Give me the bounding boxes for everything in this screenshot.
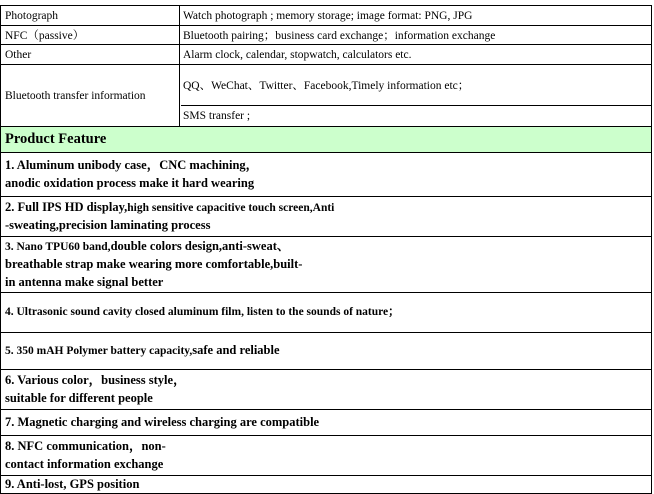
spec-label: NFC（passive） <box>1 26 180 44</box>
feature-text-part: safe and reliable <box>192 342 280 357</box>
feature-text: 9. Anti-lost, GPS position <box>5 477 140 492</box>
feature-text <box>5 342 280 361</box>
spec-value: Alarm clock, calendar, stopwatch, calculators etc. <box>183 48 412 61</box>
spec-label: Other <box>1 45 180 64</box>
feature-row <box>0 409 652 435</box>
feature-row <box>0 475 652 494</box>
feature-text: 8. NFC communication，non- contact information exchange <box>5 439 166 471</box>
spec-value: Watch photograph ; memory storage; image format: PNG, JPG <box>183 9 473 22</box>
spec-value: QQ、WeChat、Twitter、Facebook,Timely information etc； <box>183 80 470 92</box>
feature-text: 4. Ultrasonic sound cavity closed aluminum film, listen to the sounds of nature； <box>5 305 400 318</box>
feature-row <box>0 332 652 369</box>
feature-text <box>5 238 302 292</box>
spec-label: Bluetooth transfer information <box>1 65 180 126</box>
feature-row <box>0 369 652 409</box>
section-header-product-feature: Product Feature <box>0 126 652 152</box>
feature-text: 7. Magnetic charging and wireless charging are compatible <box>5 414 320 429</box>
spec-row-photograph <box>0 5 652 25</box>
feature-text: 6. Various color，business style， suitable for different people <box>5 373 186 405</box>
feature-text: 1. Aluminum unibody case，CNC machining， anodic oxidation process make it hard wearing <box>5 158 259 190</box>
feature-text-part: 5. 350 mAH Polymer battery capacity, <box>5 344 193 357</box>
feature-row <box>0 435 652 475</box>
spec-value: Bluetooth pairing；business card exchange；information exchange <box>183 30 496 42</box>
spec-value-sms: SMS transfer ; <box>181 105 651 126</box>
feature-text-part: double colors design,anti-sweat、 breathable strap make wearing more comfortable,built- in antenna make signal better <box>5 238 303 289</box>
feature-row <box>0 152 652 196</box>
feature-text-part: 2. Full IPS HD display, <box>5 199 128 214</box>
feature-text <box>5 199 334 235</box>
feature-text-part: -sweating,precision laminating process <box>5 218 211 232</box>
feature-row <box>0 196 652 236</box>
feature-text-part: 3. Nano TPU60 band, <box>5 240 111 253</box>
feature-row <box>0 236 652 292</box>
spec-row-nfc <box>0 25 652 44</box>
spec-row-other <box>0 44 652 64</box>
feature-row <box>0 292 652 332</box>
spec-row-bluetooth-transfer <box>0 64 652 126</box>
feature-text-part: high sensitive capacitive touch screen,Anti <box>127 201 335 214</box>
spec-label: Photograph <box>1 6 180 25</box>
